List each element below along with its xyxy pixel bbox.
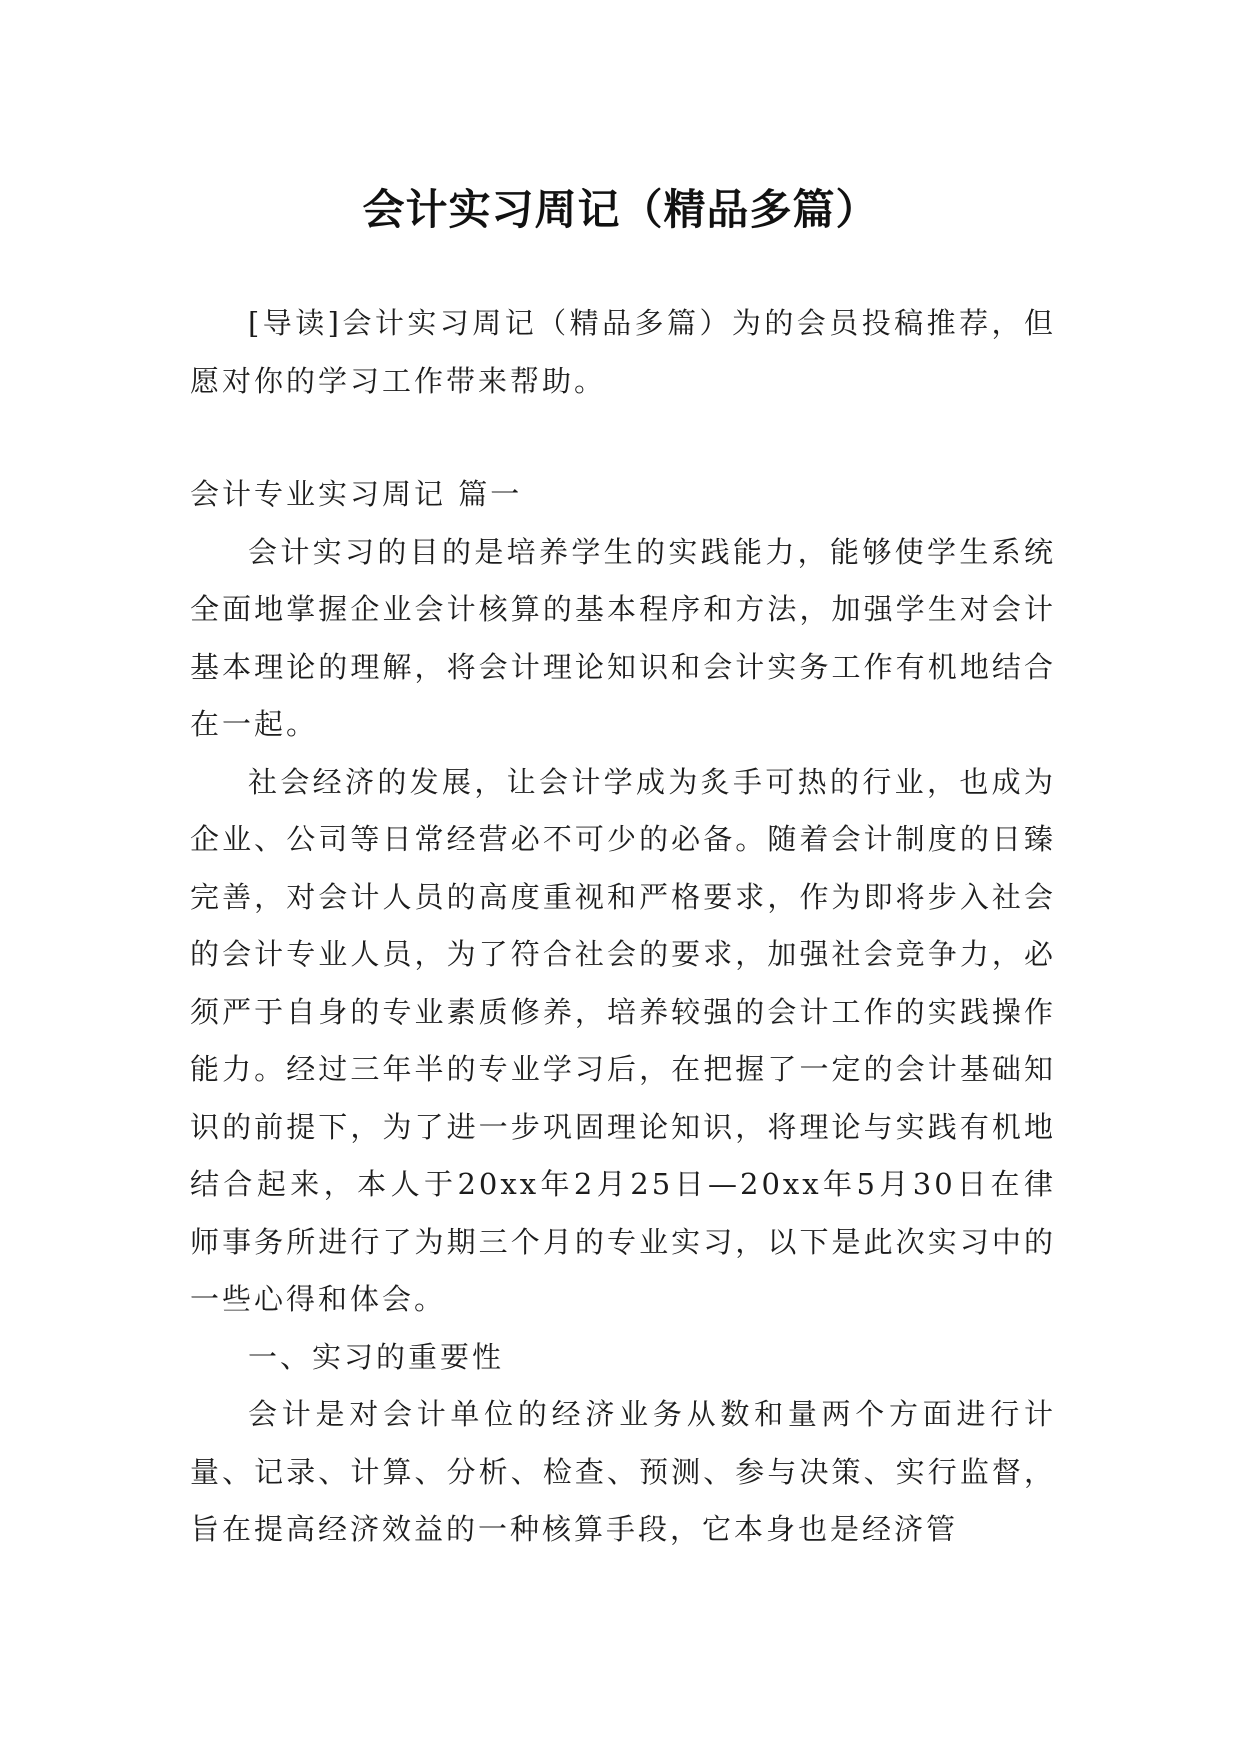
body-paragraph-background: 社会经济的发展，让会计学成为炙手可热的行业，也成为企业、公司等日常经营必不可少的必备。随着会计制度的日臻完善，对会计人员的高度重视和严格要求，作为即将步入社会的会计专业人员，为了符合社会的要求，加强社会竞争力，必须严于自身的专业素质修养，培养较强的会计工作的实践操作能力。经过三年半的专业学习后，在把握了一定的会计基础知识的前提下，为了进一步巩固理论知识，将理论与实践有机地结合起来，本人于20xx年2月25日—20xx年5月30日在律师事务所进行了为期三个月的专业实习，以下是此次实习中的一些心得和体会。 (190, 764, 1056, 1316)
body-paragraph-purpose: 会计实习的目的是培养学生的实践能力，能够使学生系统全面地掌握企业会计核算的基本程序和方法，加强学生对会计基本理论的理解，将会计理论知识和会计实务工作有机地结合在一起。 (190, 534, 1056, 741)
article-body (190, 466, 1056, 1559)
intro-block (190, 294, 1056, 410)
document-title: 会计实习周记（精品多篇） (362, 185, 879, 235)
subsection-heading: 一、实习的重要性 (248, 1339, 505, 1374)
body-paragraph-definition: 会计是对会计单位的经济业务从数和量两个方面进行计量、记录、计算、分析、检查、预测、参与决策、实行监督，旨在提高经济效益的一种核算手段，它本身也是经济管 (190, 1397, 1056, 1546)
section-heading: 会计专业实习周记 篇一 (190, 477, 523, 511)
intro-paragraph: [导读]会计实习周记（精品多篇）为的会员投稿推荐，但愿对你的学习工作带来帮助。 (190, 306, 1056, 398)
